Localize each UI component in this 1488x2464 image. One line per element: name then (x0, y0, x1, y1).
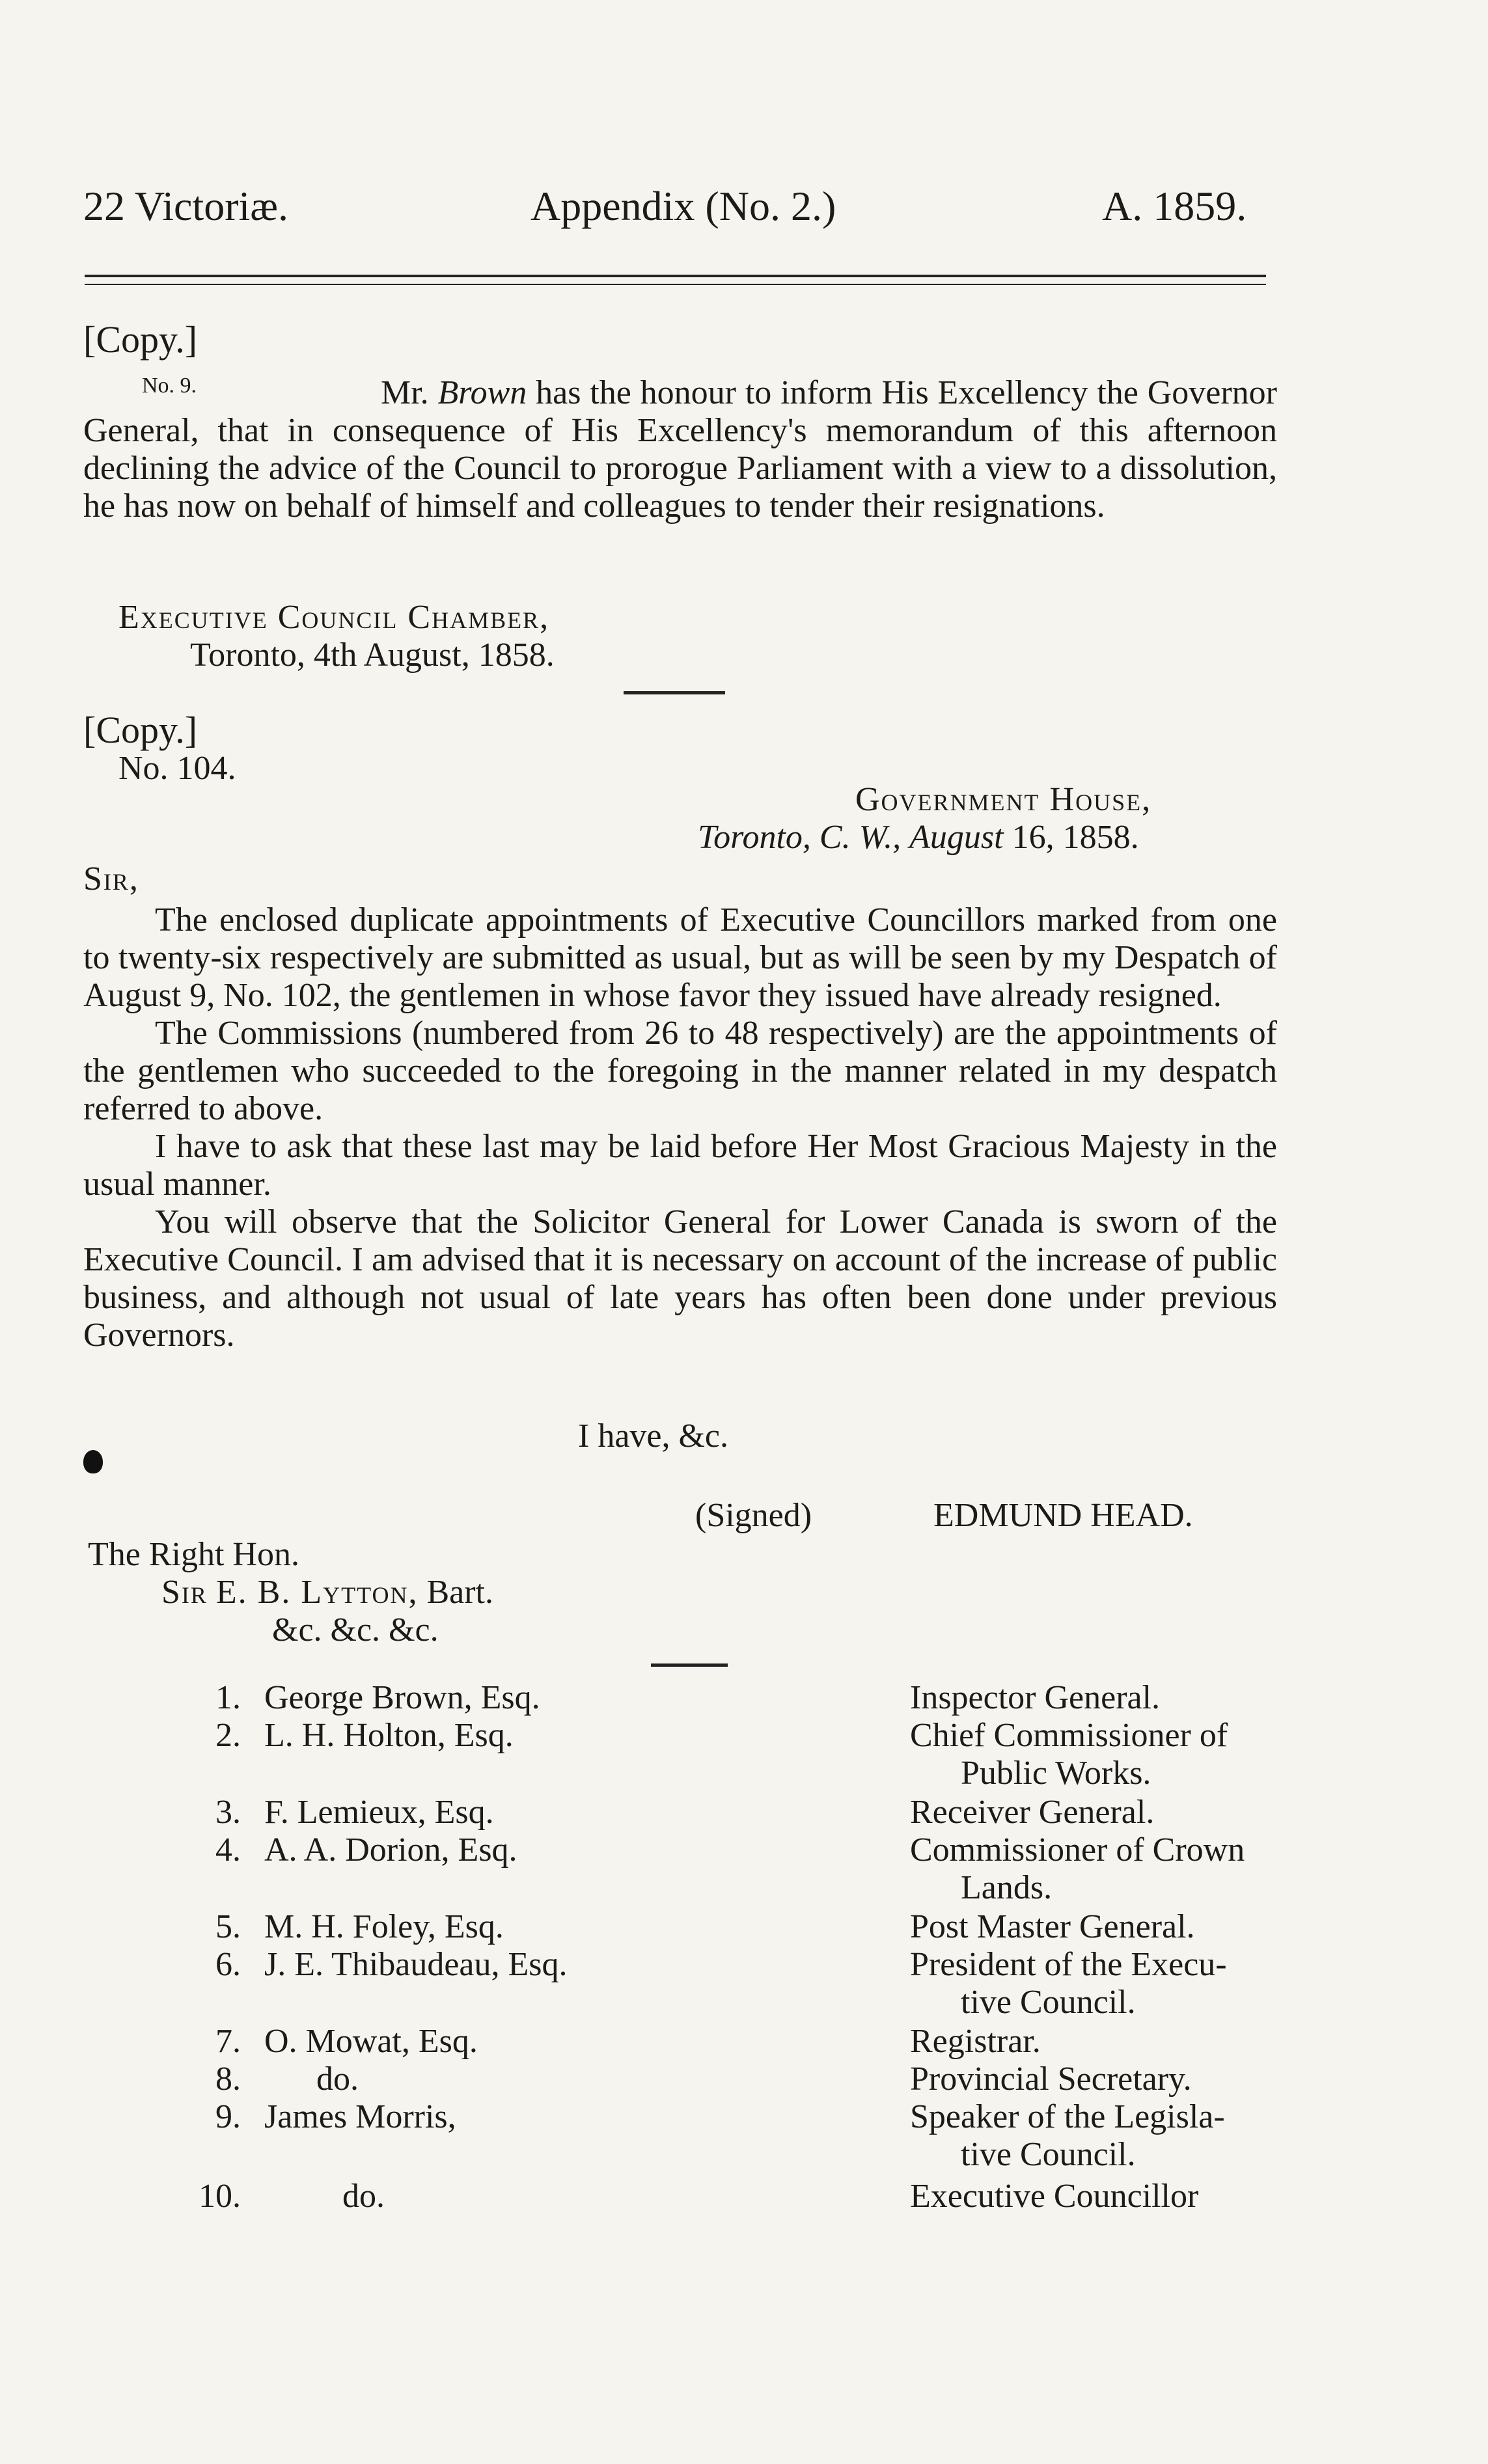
signed-label: (Signed) (695, 1497, 812, 1534)
memo-place: Executive Council Chamber, (118, 599, 550, 636)
header-right: A. 1859. (1102, 183, 1247, 229)
paragraph: The enclosed duplicate appointments of Executive Councillors marked from one to twenty-six respectively are submitted as usual, but as will be seen by my Despatch of August 9, No. 102, the gentlemen in whose favor they issued have already resigned. (83, 901, 1277, 1014)
addressee-line2: Sir E. B. Lytton, Bart. (161, 1574, 493, 1611)
despatch-body (83, 901, 1277, 1354)
header-rule (85, 275, 1266, 277)
despatch-copy-label: [Copy.] (83, 709, 198, 751)
section-divider (624, 691, 725, 694)
addressee-line1: The Right Hon. (88, 1536, 299, 1573)
memo-text: Mr. Brown has the honour to inform His Excellency the Governor General, that in consequence of His Excellency's memorandum of this afternoon declining the advice of the Council to prorogue Parliament with a view to a dissolution, he has now on behalf of himself and colleagues to tender their resignations. (83, 374, 1277, 525)
list-divider (651, 1663, 728, 1667)
salutation: Sir, (83, 860, 139, 897)
ink-mark (83, 1450, 103, 1473)
copy-label: [Copy.] (83, 318, 198, 361)
despatch-place: Government House, (855, 781, 1152, 818)
memo-name: Brown (437, 374, 527, 411)
memo-number: No. 9. (142, 374, 197, 398)
paragraph: You will observe that the Solicitor General for Lower Canada is sworn of the Executive Council. I am advised that it is necessary on account of the increase of public business, and although not usual of late years has often been done under previous Governors. (83, 1203, 1277, 1354)
addressee-line3: &c. &c. &c. (272, 1611, 439, 1649)
despatch-number: No. 104. (118, 750, 236, 787)
paragraph: The Commissions (numbered from 26 to 48 respectively) are the appointments of the gentlemen who succeeded to the foregoing in the manner related in my despatch referred to above. (83, 1015, 1277, 1127)
appointments-list: 1. George Brown, Esq. Inspector General. 2. L. H. Holton, Esq. Chief Commissioner of Public Works. 3. F. Lemieux, Esq. Receiver General. 4. A. A. Dorion, Esq. Commissioner of Crown Lands. 5. M. H. Foley, Esq. Post Master General. 6. J. E. Thibaudeau, Esq. President of the Execu- tive Council. 7. O. Mowat, Esq. Registrar. 8. do. Provincial Secretary. 9. James Morris, Speaker of the Legisla- tive Council. 10. do. Executive Councillor (199, 1679, 1245, 2215)
header-rule-thin (85, 284, 1266, 285)
header-center: Appendix (No. 2.) (530, 183, 836, 229)
memo-date: Toronto, 4th August, 1858. (190, 637, 555, 674)
paragraph: I have to ask that these last may be laid before Her Most Gracious Majesty in the usual manner. (83, 1128, 1277, 1203)
despatch-date: Toronto, C. W., August 16, 1858. (698, 819, 1139, 856)
signatory: EDMUND HEAD. (933, 1497, 1193, 1534)
header-left: 22 Victoriæ. (83, 183, 288, 229)
closing: I have, &c. (578, 1417, 729, 1455)
